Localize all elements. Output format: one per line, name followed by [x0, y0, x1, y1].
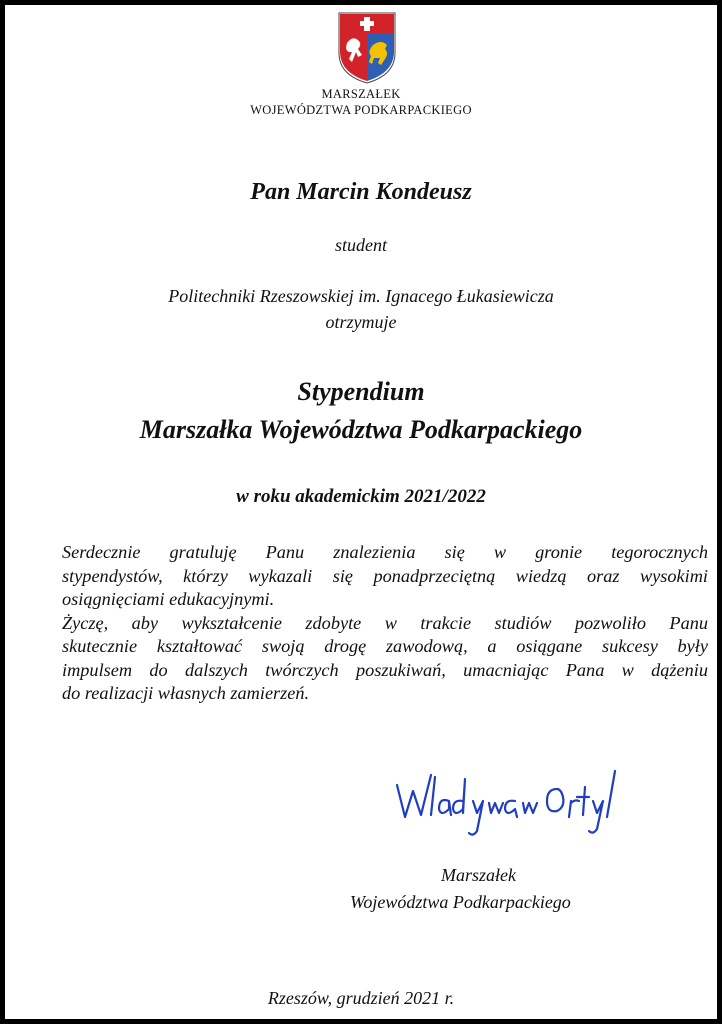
signatory-title-line1: Marszałek	[441, 865, 516, 885]
receives-text: otrzymuje	[325, 312, 397, 332]
body-line: Życzę, aby wykształcenie zdobyte w trakcie studiów pozwoliło Panu	[62, 612, 708, 633]
coat-of-arms-icon	[335, 9, 399, 85]
recipient-name: Pan Marcin Kondeusz	[250, 179, 472, 205]
body-line: Serdecznie gratuluję Panu znalezienia się w gronie tegorocznych	[62, 542, 708, 562]
paragraph-1	[62, 541, 708, 612]
paragraph-2	[62, 612, 708, 706]
award-title-line2: Marszałka Województwa Podkarpackiego	[139, 415, 583, 444]
academic-year: w roku akademickim 2021/2022	[236, 486, 486, 507]
place-and-date: Rzeszów, grudzień 2021 r.	[267, 988, 455, 1008]
body-line: stypendystów, którzy wykazali się ponadprzeciętną wiedzą oraz wysokimi	[62, 565, 708, 586]
signatory-title-line2: Województwa Podkarpackiego	[350, 892, 571, 912]
body-line: osiągnięciami edukacyjnymi.	[62, 589, 275, 609]
document-page	[5, 5, 717, 1019]
body-line: do realizacji własnych zamierzeń.	[62, 683, 310, 703]
handwritten-signature	[391, 757, 623, 837]
header-title-line2: WOJEWÓDZTWA PODKARPACKIEGO	[250, 103, 472, 117]
recipient-role: student	[335, 235, 387, 255]
header-title-line1: MARSZAŁEK	[321, 87, 401, 101]
body-line: impulsem do dalszych twórczych poszukiwań, umacniając Pana w dążeniu	[62, 659, 708, 680]
university-name: Politechniki Rzeszowskiej im. Ignacego Łukasiewicza	[168, 286, 554, 306]
congratulation-text	[62, 541, 708, 706]
award-title-line1: Stypendium	[297, 377, 425, 406]
body-line: skutecznie kształtować swoją drogę zawodową, a osiągane sukcesy były	[62, 636, 708, 656]
